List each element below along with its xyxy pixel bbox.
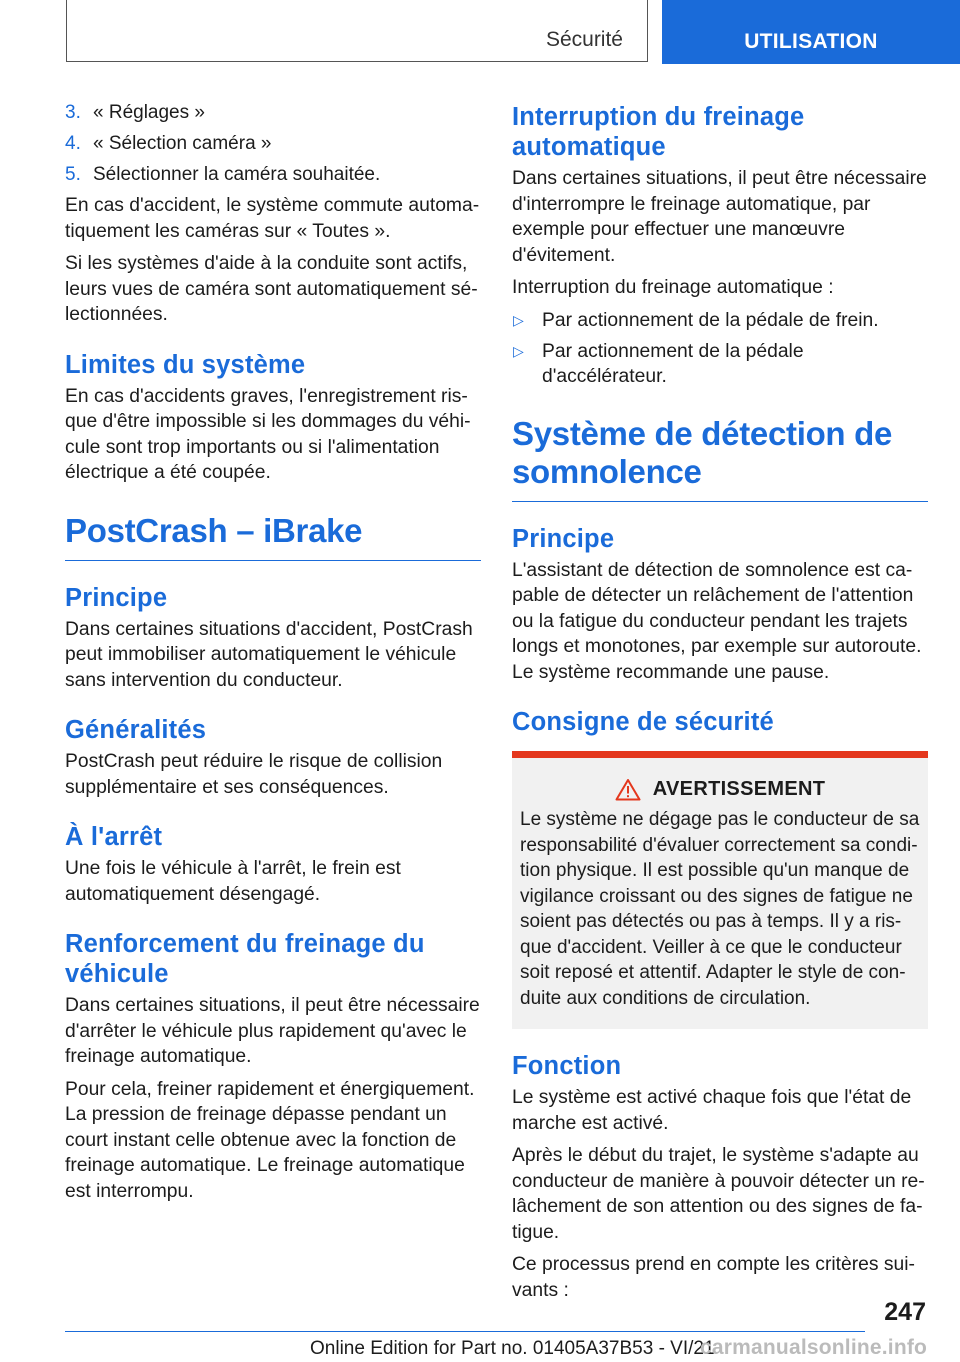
paragraph: En cas d'accidents graves, l'enregistrement risque d'être impossible si les dommages du véhicule sont trop importants ou si l'alimentation électrique a été coupée.	[65, 385, 471, 483]
chapter-tab	[662, 0, 960, 64]
paragraph: Après le début du trajet, le système s'adapte au conducteur de manière à pouvoir détecter un relâchement de son attention ou des signes de fatigue.	[512, 1145, 925, 1243]
left-column	[65, 100, 481, 1211]
edition-note: Online Edition for Part no. 01405A37B53 - VI/21	[310, 1338, 715, 1359]
heading-systeme-somnolence: Système de détection de somnolence	[512, 415, 928, 502]
right-column	[512, 100, 928, 1310]
paragraph: En cas d'accident, le système commute automatiquement les caméras sur « Toutes ».	[65, 195, 480, 242]
heading-limites: Limites du système	[65, 350, 306, 379]
paragraph: Dans certaines situations, il peut être nécessaire d'arrêter le véhicule plus rapidement qu'avec le freinage automatique.	[65, 995, 480, 1067]
heading-generalites: Généralités	[65, 716, 207, 744]
warning-header	[520, 778, 920, 801]
footer-divider	[65, 1331, 865, 1332]
list-item: 5. Sélectionner la caméra souhaitée.	[65, 164, 381, 185]
list-item: ▷ Par actionnement de la pédale de frein.	[513, 309, 879, 331]
paragraph: Ce processus prend en compte les critères suivants :	[512, 1254, 915, 1301]
heading-interruption: Interruption du freinage automatique	[512, 103, 805, 161]
warning-triangle-icon	[615, 778, 641, 801]
warning-box	[512, 751, 928, 1029]
chapter-title: UTILISATION	[744, 30, 878, 53]
steps-list	[65, 100, 481, 187]
page-number: 247	[884, 1298, 926, 1326]
paragraph: PostCrash peut réduire le risque de collision supplémentaire et ses conséquences.	[65, 751, 443, 798]
triangle-right-bullet-icon: ▷	[513, 311, 524, 328]
paragraph: Si les systèmes d'aide à la conduite sont actifs, leurs vues de caméra sont automatiquement sélectionnées.	[65, 253, 478, 325]
heading-renforcement: Renforcement du freinage du véhicule	[65, 930, 425, 988]
warning-title: AVERTISSEMENT	[652, 778, 826, 800]
heading-principe: Principe	[65, 583, 168, 612]
paragraph: Dans certaines situations, il peut être nécessaire d'interrompre le freinage automatique, par exemple pour effectuer une manœuvre d'évitement.	[512, 168, 927, 266]
heading-fonction: Fonction	[512, 1052, 622, 1080]
list-item: 4. « Sélection caméra »	[65, 133, 272, 154]
heading-consigne: Consigne de sécurité	[512, 708, 774, 736]
page-header	[0, 0, 960, 64]
section-header-box	[66, 0, 648, 62]
warning-text: Le système ne dégage pas le conducteur de sa responsabilité d'évaluer correctement sa condition physique. Il est possible qu'un manque de vigilance croissant ou des signes de fatigue ne soient pas détectés ou pas à temps. Il y a risque d'accident. Veiller à ce que le conducteur soit reposé et attentif. Adapter le style de conduite aux conditions de circulation.	[520, 809, 920, 1009]
paragraph: L'assistant de détection de somnolence est capable de détecter un relâchement de l'attention ou la fatigue du conducteur pendant les trajets longs et monotones, par exemple sur autoroute. Le système recommande une pause.	[512, 559, 922, 683]
paragraph: Dans certaines situations d'accident, PostCrash peut immobiliser automatiquement le véhicule sans intervention du conducteur.	[65, 618, 473, 691]
list-item: ▷ Par actionnement de la pédale d'accélérateur.	[513, 340, 804, 387]
list-item: 3. « Réglages »	[65, 102, 205, 123]
triangle-right-bullet-icon: ▷	[513, 342, 524, 359]
heading-postcrash: PostCrash – iBrake	[65, 512, 481, 561]
paragraph: Interruption du freinage automatique :	[512, 277, 834, 298]
paragraph: Pour cela, freiner rapidement et énergiquement. La pression de freinage dépasse pendant un court instant celle obtenue avec la fonction de freinage automatique. Le freinage automatique est interrompu.	[65, 1078, 475, 1202]
watermark: carmanualsonline.info	[700, 1336, 928, 1359]
paragraph: Le système est activé chaque fois que l'état de marche est activé.	[512, 1087, 912, 1134]
heading-arret: À l'arrêt	[65, 823, 163, 851]
bullet-list	[512, 308, 928, 389]
heading-principe: Principe	[512, 524, 615, 553]
section-title: Sécurité	[545, 28, 623, 51]
paragraph: Une fois le véhicule à l'arrêt, le frein est automatiquement désengagé.	[65, 858, 401, 905]
